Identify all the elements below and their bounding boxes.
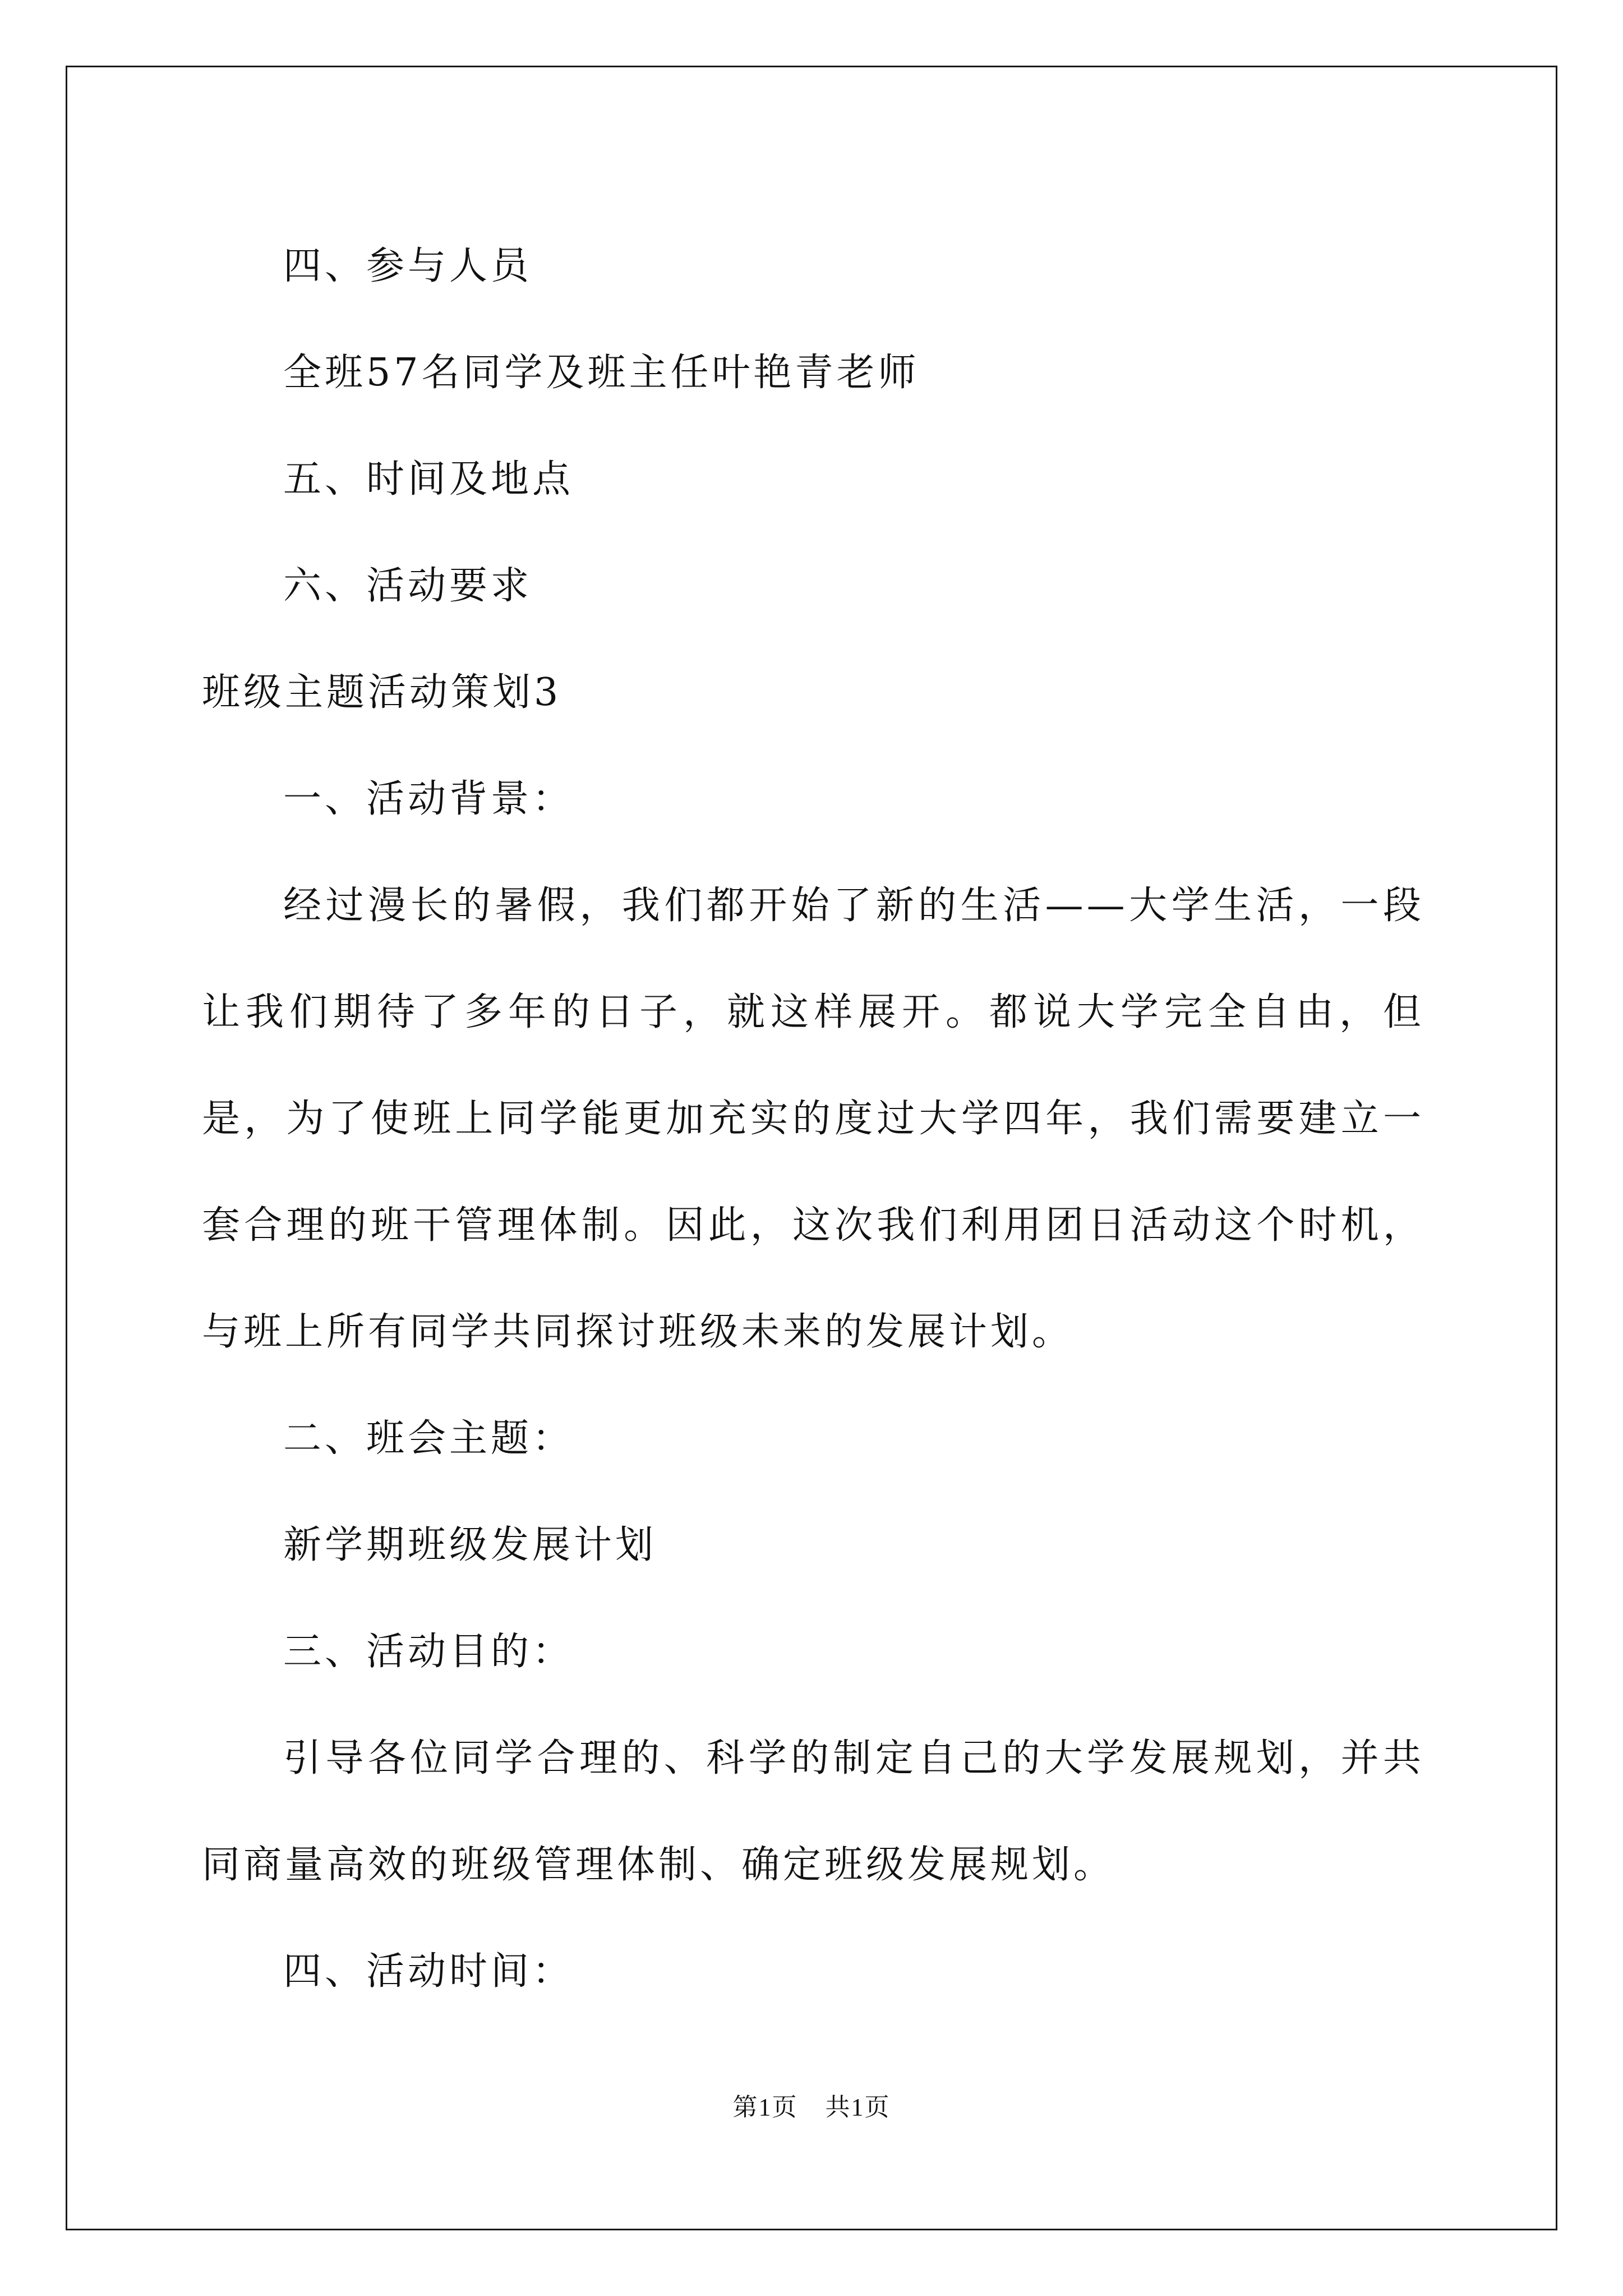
document-title: 班级主题活动策划3 <box>202 670 562 715</box>
section-heading-purpose: 三、活动目的： <box>283 1630 574 1674</box>
section-heading-time-place: 五、时间及地点 <box>283 457 574 501</box>
purpose-paragraph: 引导各位同学合理的、科学的制定自己的大学发展规划，并共同商量高效的班级管理体制、确定班级发展规划。 <box>202 1736 1424 1887</box>
document-body <box>202 213 1424 2025</box>
background-paragraph: 经过漫长的暑假，我们都开始了新的生活——大学生活，一段让我们期待了多年的日子，就这样展开。都说大学完全自由，但是，为了使班上同学能更加充实的度过大学四年，我们需要建立一套合理的班干管理体制。因此，这次我们利用团日活动这个时机，与班上所有同学共同探讨班级未来的发展计划。 <box>202 884 1424 1354</box>
section-heading-background: 一、活动背景： <box>283 777 574 821</box>
section-heading-participants: 四、参与人员 <box>283 244 533 288</box>
page-footer <box>0 2087 1623 2123</box>
section-heading-theme: 二、班会主题： <box>283 1416 574 1461</box>
section-heading-activity-time: 四、活动时间： <box>283 1949 574 1994</box>
section-heading-requirements: 六、活动要求 <box>283 564 533 608</box>
participants-text: 全班57名同学及班主任叶艳青老师 <box>283 351 920 395</box>
page-total: 共1页 <box>825 2093 891 2121</box>
page-number: 第1页 <box>732 2093 798 2121</box>
theme-text: 新学期班级发展计划 <box>283 1523 657 1567</box>
